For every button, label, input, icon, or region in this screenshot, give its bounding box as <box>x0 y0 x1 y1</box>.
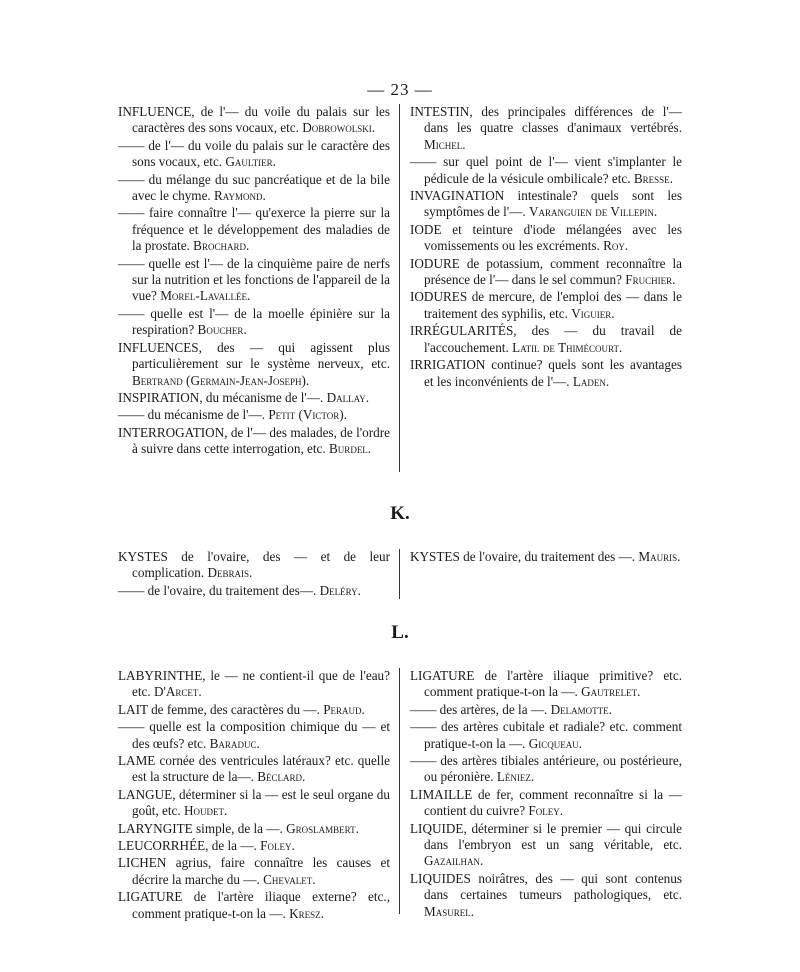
index-entry: INSPIRATION, du mécanisme de l'—. Dallay. <box>118 389 370 405</box>
author-name: Gazailhan. <box>424 853 484 869</box>
author-name: Dallay. <box>326 389 370 405</box>
author-name: Raymond. <box>214 188 266 204</box>
index-entry: —— des artères cubitale et radiale? etc. comment pratique-t-on la —. Gicqueau. <box>410 719 682 751</box>
author-name: Kresz. <box>289 905 324 921</box>
page-number: — 23 — <box>367 80 433 99</box>
author-name: Léniez. <box>496 769 535 785</box>
index-entry: IRRIGATION continue? quels sont les avantages et les inconvénients de l'—. Laden. <box>410 357 682 389</box>
index-entry: —— faire connaître l'— qu'exerce la pierre sur la fréquence et le développement des maladies de la prostate. Brochard. <box>118 205 390 254</box>
right-column <box>410 549 682 566</box>
right-column <box>410 668 682 921</box>
author-name: Latil de Thimécourt. <box>512 339 623 355</box>
index-entry: IODE et teinture d'iode mélangées avec les vomissements ou les excréments. Roy. <box>410 221 682 254</box>
author-name: Brochard. <box>193 238 250 254</box>
index-entry: LIMAILLE de fer, comment reconnaître si la — contient du cuivre? Foley. <box>410 786 682 819</box>
author-name: Petit (Victor). <box>268 407 347 423</box>
index-entry: —— sur quel point de l'— vient s'implanter le pédicule de la vésicule ombilicale? etc. Bresse. <box>410 154 682 186</box>
author-name: Baraduc. <box>209 735 260 751</box>
right-column <box>410 104 682 391</box>
index-entry: —— du mécanisme de l'—. Petit (Victor). <box>118 407 347 423</box>
author-name: Deléry. <box>319 582 361 598</box>
author-name: Dobrowolski. <box>302 120 376 136</box>
index-entry: IODURES de mercure, de l'emploi des — dans le traitement des syphilis, etc. Viguier. <box>410 289 682 321</box>
column-divider <box>399 668 400 914</box>
author-name: Michel. <box>424 136 466 152</box>
index-entry: INFLUENCE, de l'— du voile du palais sur les caractères des sons vocaux, etc. Dobrowolski. <box>118 104 390 136</box>
index-entry: INTESTIN, des principales différences de l'— dans les quatre classes d'animaux vertébrés. Michel. <box>410 104 682 152</box>
index-entry: —— de l'— du voile du palais sur le caractère des sons vocaux, etc. Gaultier. <box>118 137 390 170</box>
author-name: Gicqueau. <box>528 735 583 751</box>
index-entry: INVAGINATION intestinale? quels sont les symptômes de l'—. Varanguien de Villepin. <box>410 188 682 220</box>
author-name: Boucher. <box>197 322 247 338</box>
author-name: Fruchier. <box>625 272 676 288</box>
author-name: Mauris. <box>638 549 681 564</box>
author-name: Debrais. <box>207 565 253 581</box>
index-entry: INTERROGATION, de l'— des malades, de l'ordre à suivre dans cette interrogation, etc. Burdel. <box>118 424 390 457</box>
author-name: Varanguien de Villepin. <box>528 204 658 220</box>
author-name: Delamotte. <box>550 701 612 717</box>
index-entry: —— quelle est l'— de la cinquième paire de nerfs sur la nutrition et les fonctions de l'appareil de la vue? Morel-Lavallée. <box>118 255 390 304</box>
author-name: Burdel. <box>329 441 372 457</box>
index-entry: LIGATURE de l'artère iliaque externe? etc., comment pratique-t-on la —. Kresz. <box>118 889 390 921</box>
index-entry: —— des artères tibiales antérieure, ou postérieure, ou péronière. Léniez. <box>410 753 682 785</box>
left-column <box>118 549 390 600</box>
author-name: Gaultier. <box>225 154 276 170</box>
index-entry: LABYRINTHE, le — ne contient-il que de l'eau? etc. D'Arcet. <box>118 668 390 700</box>
author-name: Laden. <box>572 373 610 389</box>
index-entry: —— de l'ovaire, du traitement des—. Deléry. <box>118 582 361 598</box>
section-heading-l: L. <box>391 622 409 643</box>
author-name: Bertrand (Germain-Jean-Joseph). <box>132 372 310 388</box>
index-entry: LAIT de femme, des caractères du —. Peraud. <box>118 701 365 717</box>
author-name: Groslambert. <box>286 820 359 836</box>
author-name: Foley. <box>528 803 564 819</box>
index-entry: KYSTES de l'ovaire, des — et de leur complication. Debrais. <box>118 549 390 581</box>
index-entry: IODURE de potassium, comment reconnaître la présence de l'— dans le sel commun? Fruchier. <box>410 255 682 288</box>
column-divider <box>399 549 400 599</box>
index-entry: INFLUENCES, des — qui agissent plus particulièrement sur le système nerveux, etc. Bertrand (Germain-Jean-Joseph). <box>118 339 390 388</box>
index-entry: —— quelle est l'— de la moelle épinière sur la respiration? Boucher. <box>118 305 390 338</box>
index-entry: LAME cornée des ventricules latéraux? etc. quelle est la structure de la—. Béclard. <box>118 753 390 785</box>
index-entry: LIGATURE de l'artère iliaque primitive? etc. comment pratique-t-on la —. Gautrelet. <box>410 668 682 700</box>
index-entry: LARYNGITE simple, de la —. Groslambert. <box>118 820 359 836</box>
author-name: Foley. <box>260 838 295 854</box>
index-entry: LANGUE, déterminer si la — est le seul organe du goût, etc. Houdet. <box>118 786 390 819</box>
author-name: Roy. <box>603 238 629 254</box>
author-name: Morel-Lavallée. <box>160 288 251 304</box>
author-name: Viguier. <box>571 305 615 321</box>
index-entry: KYSTES de l'ovaire, du traitement des —. Mauris. <box>410 549 681 564</box>
column-divider <box>399 104 400 472</box>
section-heading-k: K. <box>390 503 410 524</box>
author-name: Bresse. <box>633 170 673 186</box>
author-name: D'Arcet. <box>153 684 202 700</box>
author-name: Houdet. <box>184 803 228 819</box>
index-entry: LIQUIDES noirâtres, des — qui sont contenus dans certaines tumeurs pathologiques, etc. Masurel. <box>410 870 682 919</box>
index-entry: —— quelle est la composition chimique du — et des œufs? etc. Baraduc. <box>118 719 390 751</box>
index-entry: —— du mélange du suc pancréatique et de la bile avec le chyme. Raymond. <box>118 171 390 204</box>
left-column <box>118 104 390 459</box>
author-name: Peraud. <box>323 701 365 717</box>
index-entry: IRRÉGULARITÉS, des — du travail de l'accouchement. Latil de Thimécourt. <box>410 323 682 355</box>
left-column <box>118 668 390 923</box>
author-name: Gautrelet. <box>581 684 641 700</box>
author-name: Masurel. <box>424 903 475 919</box>
author-name: Chevalet. <box>263 871 316 887</box>
author-name: Béclard. <box>257 769 306 785</box>
index-entry: LICHEN agrius, faire connaître les causes et décrire la marche du —. Chevalet. <box>118 855 390 887</box>
index-entry: LIQUIDE, déterminer si le premier — qui circule dans l'embryon est un sang véritable, etc. Gazailhan. <box>410 820 682 869</box>
index-entry: LEUCORRHÉE, de la —. Foley. <box>118 838 295 854</box>
index-entry: —— des artères, de la —. Delamotte. <box>410 701 612 717</box>
